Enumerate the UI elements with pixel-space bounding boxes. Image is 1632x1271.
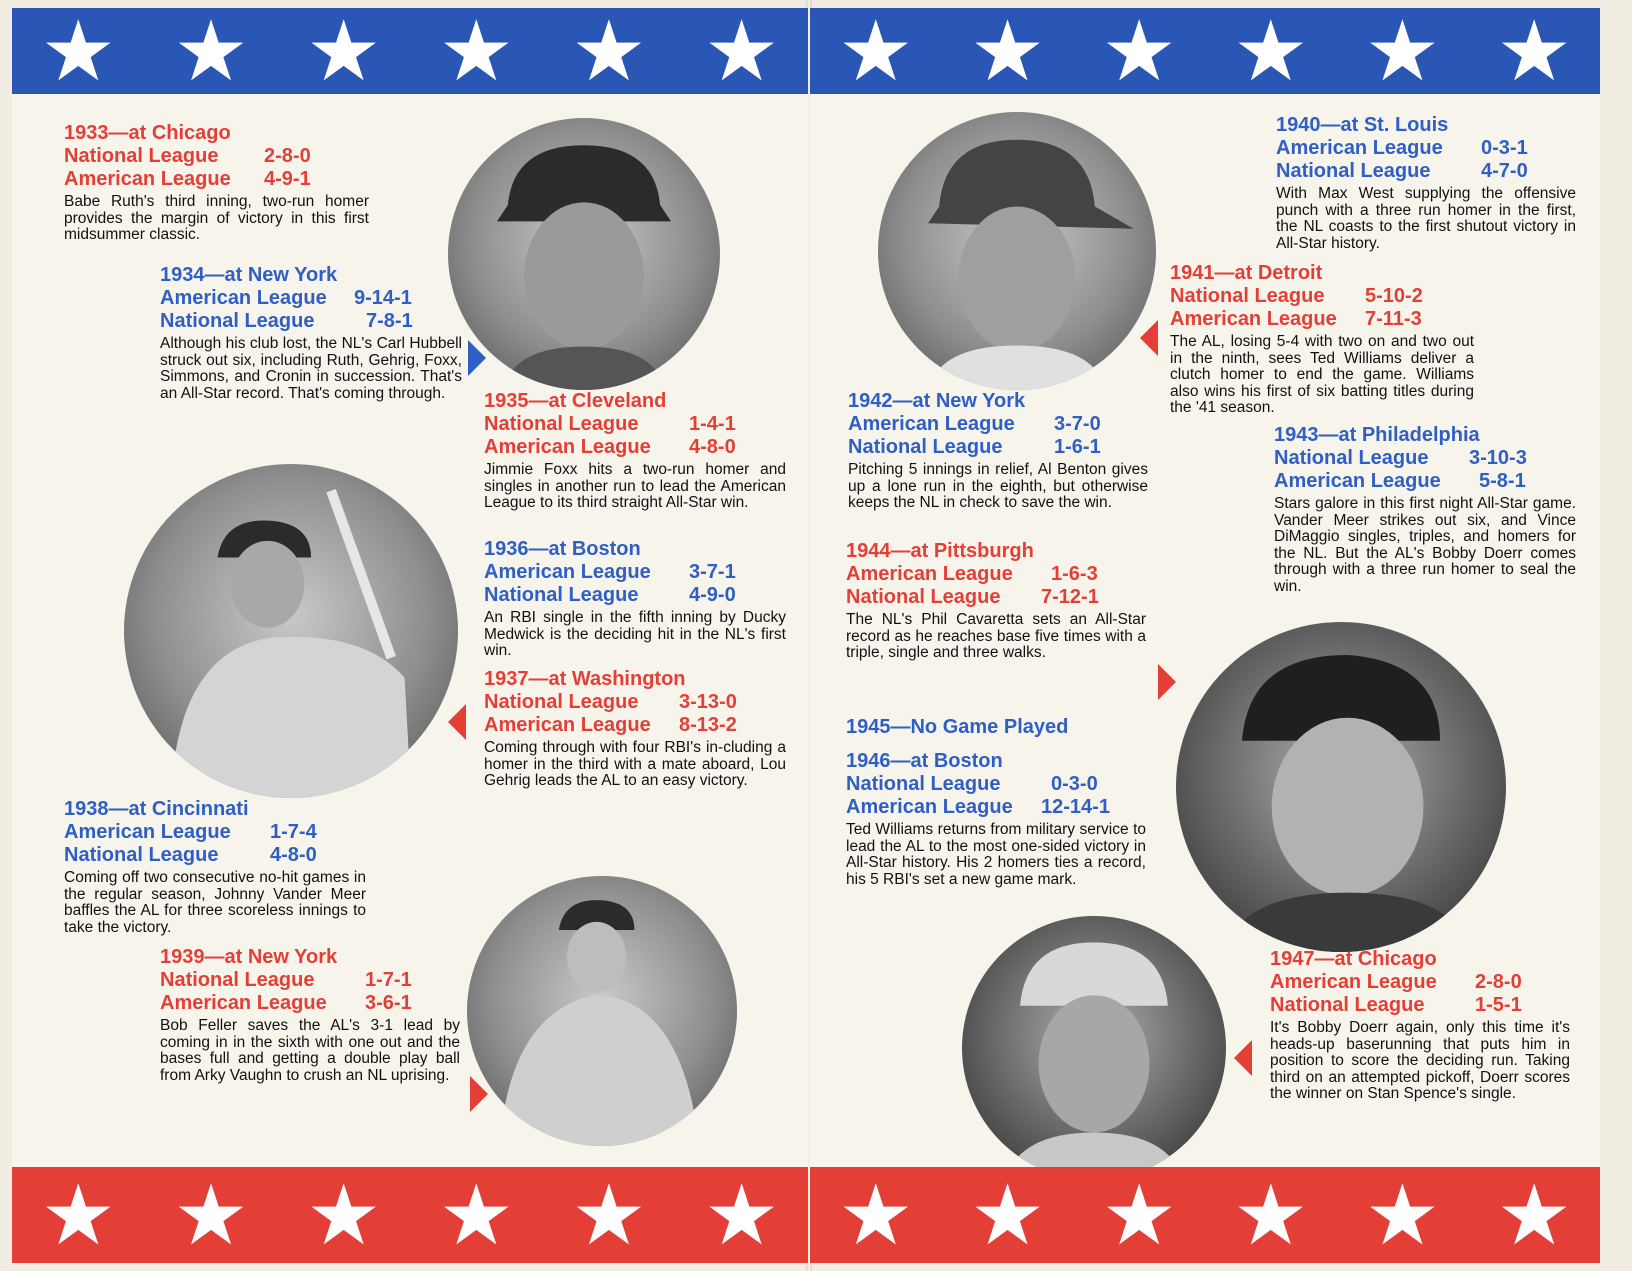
- score: 12-14-1: [1041, 796, 1110, 818]
- pointer-arrow-icon: [1158, 664, 1176, 700]
- score: 2-8-0: [1475, 971, 1522, 993]
- star-icon: ★: [1364, 1166, 1441, 1263]
- entry-title: 1947—at Chicago: [1270, 948, 1437, 970]
- score: 1-6-3: [1051, 563, 1098, 585]
- star-icon: ★: [1101, 8, 1177, 100]
- score-row: [484, 714, 786, 737]
- pitcher-silhouette-icon: [467, 876, 737, 1146]
- entry-1941: [1170, 262, 1474, 417]
- star-icon: ★: [438, 1166, 514, 1263]
- league-name: National League: [160, 310, 315, 332]
- entry-1942: [848, 390, 1148, 512]
- pointer-arrow-icon: [1234, 1040, 1252, 1076]
- bottom-star-band-right: [810, 1167, 1600, 1263]
- star-icon: ★: [305, 1166, 382, 1263]
- score: 3-10-3: [1469, 447, 1527, 469]
- score-row: [64, 168, 369, 191]
- star-icon: ★: [1101, 1166, 1177, 1263]
- score: 0-3-1: [1481, 137, 1528, 159]
- league-name: American League: [1270, 971, 1437, 993]
- league-name: American League: [848, 413, 1015, 435]
- star-icon: ★: [1496, 1166, 1572, 1263]
- score: 5-10-2: [1365, 285, 1423, 307]
- entry-1938: [64, 798, 366, 936]
- entry-1943: [1274, 424, 1576, 595]
- score: 4-8-0: [270, 844, 317, 866]
- entry-1946: [846, 750, 1146, 888]
- score-row: [846, 586, 1146, 609]
- batter-silhouette-icon: [124, 464, 458, 798]
- score-row: [1276, 137, 1576, 160]
- league-name: American League: [1170, 308, 1337, 330]
- score: 5-8-1: [1479, 470, 1526, 492]
- star-icon: ★: [969, 1166, 1046, 1263]
- league-name: National League: [1270, 994, 1425, 1016]
- entry-description: Coming through with four RBI's in-cluding a homer in the third with a mate aboard, Lou Gehrig leads the AL to an easy victory.: [484, 739, 786, 789]
- score: 7-11-3: [1365, 308, 1422, 330]
- score-row: [484, 691, 786, 714]
- league-name: American League: [160, 287, 327, 309]
- entry-title: 1943—at Philadelphia: [1274, 424, 1480, 446]
- score-row: [846, 563, 1146, 586]
- entry-1933: [64, 122, 369, 244]
- score: 1-7-4: [270, 821, 317, 843]
- league-name: National League: [848, 436, 1003, 458]
- entry-title: 1933—at Chicago: [64, 122, 231, 144]
- score-row: [1170, 285, 1474, 308]
- star-icon: ★: [173, 1166, 249, 1263]
- top-star-band-left: [12, 8, 808, 100]
- league-name: American League: [484, 714, 651, 736]
- league-name: National League: [160, 969, 315, 991]
- score: 1-4-1: [689, 413, 736, 435]
- entry-description: Jimmie Foxx hits a two-run homer and singles in another run to lead the American League to its third straight All-Star win.: [484, 461, 786, 511]
- entry-title: 1945—No Game Played: [846, 716, 1069, 738]
- score: 4-9-1: [264, 168, 311, 190]
- entry-1936: [484, 538, 786, 660]
- league-name: American League: [846, 563, 1013, 585]
- entry-1940: [1276, 114, 1576, 252]
- score-row: [160, 992, 460, 1015]
- score-row: [1270, 994, 1570, 1017]
- score-row: [484, 584, 786, 607]
- score-row: [160, 969, 460, 992]
- entry-title: 1944—at Pittsburgh: [846, 540, 1034, 562]
- league-name: American League: [846, 796, 1013, 818]
- league-name: National League: [484, 584, 639, 606]
- player-batting-photo: [124, 464, 458, 798]
- league-name: American League: [64, 168, 231, 190]
- star-icon: ★: [40, 8, 116, 100]
- score: 1-6-1: [1054, 436, 1101, 458]
- entry-1944: [846, 540, 1146, 662]
- league-name: American League: [484, 436, 651, 458]
- league-name: American League: [64, 821, 231, 843]
- league-name: National League: [846, 773, 1001, 795]
- entry-description: With Max West supplying the offensive punch with a three run homer in the first, the NL coasts to the first shutout victory in All-Star history.: [1276, 185, 1576, 252]
- player-pitching-photo: [467, 876, 737, 1146]
- score: 9-14-1: [354, 287, 412, 309]
- entry-description: The NL's Phil Cavaretta sets an All-Star record as he reaches base five times with a triple, single and three walks.: [846, 611, 1146, 661]
- entry-1937: [484, 668, 786, 790]
- league-name: American League: [1276, 137, 1443, 159]
- score: 7-8-1: [366, 310, 413, 332]
- player-portrait-photo: [448, 118, 720, 390]
- score-row: [1170, 308, 1474, 331]
- score-row: [846, 796, 1146, 819]
- league-name: American League: [160, 992, 327, 1014]
- score-row: [1274, 470, 1576, 493]
- player-silhouette-icon: [1176, 622, 1506, 952]
- score: 4-7-0: [1481, 160, 1528, 182]
- entry-description: The AL, losing 5-4 with two on and two out in the ninth, sees Ted Williams deliver a clutch homer to end the game. Williams also wins his first of six batting titles during the '41 season.: [1170, 333, 1474, 416]
- entry-description: Stars galore in this first night All-Star game. Vander Meer strikes out six, and Vince DiMaggio singles, triples, and homers for the NL. But the AL's Bobby Doerr comes through with a three run homer to seal the win.: [1274, 495, 1576, 595]
- entry-title: 1946—at Boston: [846, 750, 1003, 772]
- entry-description: Ted Williams returns from military service to lead the AL to the most one-sided victory in All-Star history. His 2 homers ties a record, his 5 RBI's set a new game mark.: [846, 821, 1146, 888]
- entry-1945: [846, 716, 1146, 739]
- entry-description: It's Bobby Doerr again, only this time it's heads-up baserunning that puts him in position to score the deciding run. Taking third on an attempted pickoff, Doerr scores the winner on Stan Spence's single.: [1270, 1019, 1570, 1102]
- score-row: [1274, 447, 1576, 470]
- entry-1947: [1270, 948, 1570, 1103]
- entry-title: 1941—at Detroit: [1170, 262, 1323, 284]
- star-icon: ★: [1233, 1166, 1309, 1263]
- bottom-star-band-left: [12, 1167, 808, 1263]
- player-silhouette-icon: [448, 118, 720, 390]
- star-icon: ★: [703, 8, 780, 100]
- star-icon: ★: [703, 1166, 780, 1263]
- score-row: [484, 436, 786, 459]
- score: 1-5-1: [1475, 994, 1522, 1016]
- entry-description: Although his club lost, the NL's Carl Hubbell struck out six, including Ruth, Gehrig, Foxx, Simmons, and Cronin in succession. That's an All-Star record. That's coming through.: [160, 335, 462, 402]
- star-icon: ★: [571, 8, 647, 100]
- pointer-arrow-icon: [470, 1076, 488, 1112]
- entry-title: 1939—at New York: [160, 946, 338, 968]
- star-icon: ★: [1233, 8, 1309, 100]
- player-portrait-photo: [962, 916, 1226, 1180]
- score-row: [848, 413, 1148, 436]
- right-page: [810, 8, 1600, 1263]
- left-page: [12, 8, 808, 1263]
- entry-description: Bob Feller saves the AL's 3-1 lead by coming in in the sixth with one out and the bases full and getting a double play ball from Arky Vaughn to crush an NL uprising.: [160, 1017, 460, 1084]
- league-name: National League: [1274, 447, 1429, 469]
- league-name: National League: [484, 413, 639, 435]
- score: 8-13-2: [679, 714, 737, 736]
- player-portrait-photo: [878, 112, 1156, 390]
- score: 4-9-0: [689, 584, 736, 606]
- entry-description: Babe Ruth's third inning, two-run homer provides the margin of victory in this first midsummer classic.: [64, 193, 369, 243]
- star-icon: ★: [173, 8, 249, 100]
- score-row: [846, 773, 1146, 796]
- league-name: National League: [1276, 160, 1431, 182]
- entry-title: 1938—at Cincinnati: [64, 798, 249, 820]
- entry-title: 1936—at Boston: [484, 538, 641, 560]
- star-icon: ★: [838, 8, 914, 100]
- score-row: [1270, 971, 1570, 994]
- entry-description: An RBI single in the fifth inning by Ducky Medwick is the deciding hit in the NL's first win.: [484, 609, 786, 659]
- entry-1935: [484, 390, 786, 512]
- score: 0-3-0: [1051, 773, 1098, 795]
- star-icon: ★: [305, 8, 382, 100]
- league-name: National League: [846, 586, 1001, 608]
- score-row: [160, 287, 462, 310]
- score-row: [848, 436, 1148, 459]
- entry-title: 1934—at New York: [160, 264, 338, 286]
- entry-title: 1937—at Washington: [484, 668, 686, 690]
- score: 3-7-1: [689, 561, 736, 583]
- pointer-arrow-icon: [1140, 320, 1158, 356]
- score: 3-6-1: [365, 992, 412, 1014]
- entry-title: 1942—at New York: [848, 390, 1026, 412]
- star-icon: ★: [969, 8, 1046, 100]
- entry-description: Coming off two consecutive no-hit games in the regular season, Johnny Vander Meer baffles the AL for three scoreless innings to take the victory.: [64, 869, 366, 936]
- star-icon: ★: [571, 1166, 647, 1263]
- score: 3-7-0: [1054, 413, 1101, 435]
- score: 1-7-1: [365, 969, 412, 991]
- entry-description: Pitching 5 innings in relief, Al Benton gives up a lone run in the eighth, but otherwise keeps the NL in check to save the win.: [848, 461, 1148, 511]
- score-row: [1276, 160, 1576, 183]
- league-name: National League: [484, 691, 639, 713]
- star-icon: ★: [838, 1166, 914, 1263]
- entry-1939: [160, 946, 460, 1084]
- score: 7-12-1: [1041, 586, 1099, 608]
- score: 4-8-0: [689, 436, 736, 458]
- player-silhouette-icon: [878, 112, 1156, 390]
- star-icon: ★: [40, 1166, 116, 1263]
- league-name: National League: [64, 145, 219, 167]
- entry-title: 1940—at St. Louis: [1276, 114, 1449, 136]
- league-name: American League: [484, 561, 651, 583]
- star-icon: ★: [1496, 8, 1572, 100]
- player-portrait-photo: [1176, 622, 1506, 952]
- top-star-band-right: [810, 8, 1600, 100]
- league-name: National League: [64, 844, 219, 866]
- score: 3-13-0: [679, 691, 737, 713]
- score-row: [64, 821, 366, 844]
- league-name: National League: [1170, 285, 1325, 307]
- star-icon: ★: [1364, 8, 1441, 100]
- score-row: [64, 844, 366, 867]
- player-silhouette-icon: [962, 916, 1226, 1180]
- score-row: [160, 310, 462, 333]
- pointer-arrow-icon: [448, 704, 466, 740]
- score: 2-8-0: [264, 145, 311, 167]
- score-row: [484, 561, 786, 584]
- entry-title: 1935—at Cleveland: [484, 390, 667, 412]
- score-row: [64, 145, 369, 168]
- score-row: [484, 413, 786, 436]
- entry-1934: [160, 264, 462, 402]
- star-icon: ★: [438, 8, 514, 100]
- league-name: American League: [1274, 470, 1441, 492]
